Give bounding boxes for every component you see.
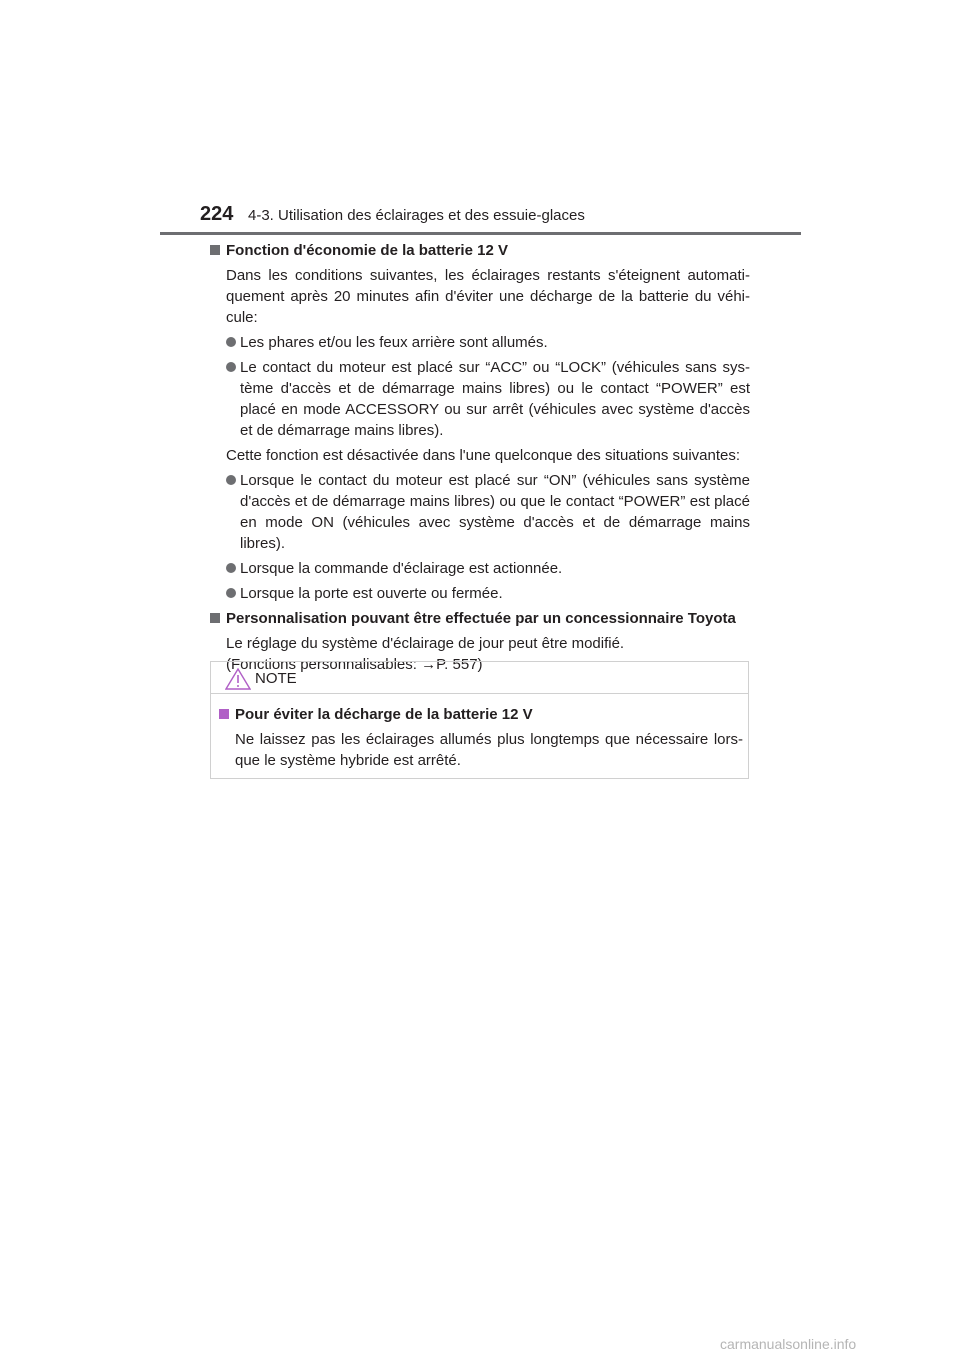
square-bullet-icon — [210, 245, 220, 255]
section-intro-2: Cette fonction est désactivée dans l'une quelconque des situations suivantes: — [226, 447, 741, 464]
main-content — [210, 240, 750, 679]
note-content — [219, 704, 743, 771]
note-box — [210, 661, 749, 779]
section-intro: Dans les conditions suivantes, les éclairages restants s'éteignent automati-quement après 20 minutes afin d'éviter une décharge de la batterie du véhi-cule: — [226, 267, 750, 326]
list-item: Lorsque la porte est ouverte ou fermée. — [210, 583, 750, 604]
note-text: Ne laissez pas les éclairages allumés plus longtemps que nécessaire lors-que le système hybride est arrêté. — [235, 731, 743, 769]
list-item: Lorsque le contact du moteur est placé sur “ON” (véhicules sans système d'accès et de démarrage mains libres) ou que le contact “POWER” est placé en mode ON (véhicules avec système d'accès et de démarrage mains libres). — [210, 470, 750, 554]
customization-line: Le réglage du système d'éclairage de jour peut être modifié. — [226, 635, 625, 652]
watermark: carmanualsonline.info — [720, 1336, 857, 1352]
chapter-title: 4-3. Utilisation des éclairages et des essuie-glaces — [248, 207, 585, 224]
round-bullet-icon — [226, 337, 236, 347]
note-header — [211, 662, 748, 694]
square-bullet-icon — [219, 709, 229, 719]
note-label: NOTE — [255, 670, 297, 687]
square-bullet-icon — [210, 613, 220, 623]
round-bullet-icon — [226, 588, 236, 598]
section-heading-battery-saver: Fonction d'économie de la batterie 12 V — [210, 240, 750, 261]
page-header — [160, 202, 801, 234]
customization-reference: (Fonctions personnalisables: →P. 557) — [226, 656, 483, 673]
header-rule — [160, 232, 801, 235]
warning-triangle-icon — [225, 668, 251, 690]
round-bullet-icon — [226, 362, 236, 372]
list-item: Les phares et/ou les feux arrière sont allumés. — [210, 332, 750, 353]
section-heading-customization: Personnalisation pouvant être effectuée par un concessionnaire Toyota — [210, 608, 750, 629]
round-bullet-icon — [226, 563, 236, 573]
list-item: Lorsque la commande d'éclairage est actionnée. — [210, 558, 750, 579]
page-number: 224 — [200, 203, 234, 225]
round-bullet-icon — [226, 475, 236, 485]
list-item: Le contact du moteur est placé sur “ACC” ou “LOCK” (véhicules sans sys-tème d'accès et de démarrage mains libres) ou le contact “POWER” est placé en mode ACCESSORY ou sur arrêt (véhicules avec système d'accès et de démarrage mains libres). — [210, 357, 750, 441]
note-heading: Pour éviter la décharge de la batterie 12 V — [219, 704, 743, 725]
